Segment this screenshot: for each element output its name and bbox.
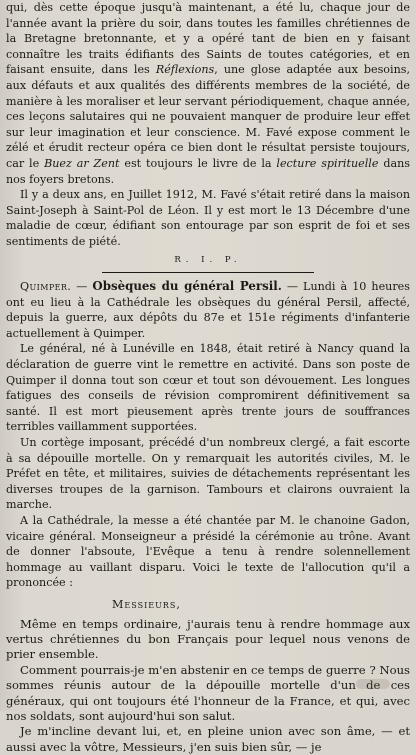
rip-marker: R. I. P. <box>174 254 242 265</box>
text-column <box>6 0 410 755</box>
speech-paragraph-3: Je m'incline devant lui, et, en pleine union avec son âme, — et aussi avec la vôtre, Messieurs, j'en suis bien sûr, — je <box>6 724 410 754</box>
speech-paragraph-1: Même en temps ordinaire, j'aurais tenu à rendre hommage aux vertus chrétiennes du bon Français pour lequel nous venons de prier ensemble. <box>6 616 410 662</box>
emphasis-reflexions: Réflexions <box>155 63 215 77</box>
emphasis-lecture-spirituelle: lecture spirituelle <box>276 156 379 170</box>
emphasis-buez-ar-zent: Buez ar Zent <box>44 156 120 170</box>
section-divider <box>102 272 314 273</box>
speech-salutation: Messieurs, <box>112 597 181 611</box>
article-persil-paragraph-3: Un cortège imposant, précédé d'un nombreux clergé, a fait escorte à sa dépouille mortelle. On y remarquait les autorités civiles, M. le Préfet en tête, et militaires, suivies de détachements représentant les diverses troupes de la garnison. Tambours et clairons ouvraient la marche. <box>6 436 410 512</box>
dateline-place: Quimper. <box>20 280 72 294</box>
speech-paragraph-2: Comment pourrais-je m'en abstenir en ce temps de guerre ? Nous sommes réunis autour de la dépouille mortelle d'un de ces généraux, qui ont toujours été l'honneur de la France, et qui, avec nos soldats, sont aujourd'hui son salut. <box>6 662 410 723</box>
article-favé-paragraph-2: Il y a deux ans, en Juillet 1912, M. Favé s'était retiré dans la maison Saint-Joseph à Saint-Pol de Léon. Il y est mort le 13 Décembre d'une maladie de cœur, édifiant son entourage par son esprit de foi et ses sentiments de piété. <box>6 188 410 248</box>
ink-smudge <box>356 679 390 689</box>
article-favé-paragraph-1: qui, dès cette époque jusqu'à maintenant, a été lu, chaque jour de l'année avant la prière du soir, dans toutes les familles chrétiennes de la Bretagne bretonnante, et y a opéré tant de bien en y faisant connaître les traits édifiants des Saints de toutes catégories, et en faisant ensuite, dans les Réflexions, une glose adaptée aux besoins, aux défauts et aux qualités des différents membres de la société, de manière à les moraliser et leur servant périodiquement, chaque année, ces leçons salutaires qui ne pouvaient manquer de produire leur effet sur leur imagination et leur conscience. M. Favé expose comment le zélé et érudit recteur opéra ce bien dont le résultat persiste toujours, car le Buez ar Zent est toujours le livre de la lecture spirituelle dans nos foyers bretons. <box>6 1 411 186</box>
article-persil-paragraph-2: Le général, né à Lunéville en 1848, était retiré à Nancy quand la déclaration de guerre vint le remettre en activité. Dans son poste de Quimper il donna tout son cœur et tout son dévouement. Les longues fatigues des conseils de révision compromirent définitivement sa santé. Il est mort pieusement après trente jours de souffrances terribles vaillamment supportées. <box>6 342 410 434</box>
article-persil-headline: Quimper. — Obsèques du général Persil. — Lundi à 10 heures ont eu lieu à la Cathédrale les obsèques du général Persil, affecté, depuis la guerre, aux dépôts du 87e et 151e régiments d'infanterie actuellement à Quimper. <box>6 279 410 340</box>
article-persil-paragraph-4: A la Cathédrale, la messe a été chantée par M. le chanoine Gadon, vicaire général. Monseigneur a présidé la cérémonie au trône. Avant de donner l'absoute, l'Evêque a tenu à rendre solennellement hommage au vaillant disparu. Voici le texte de l'allocution qu'il a prononcée : <box>6 514 410 590</box>
article-title: Obsèques du général Persil. <box>92 279 282 294</box>
